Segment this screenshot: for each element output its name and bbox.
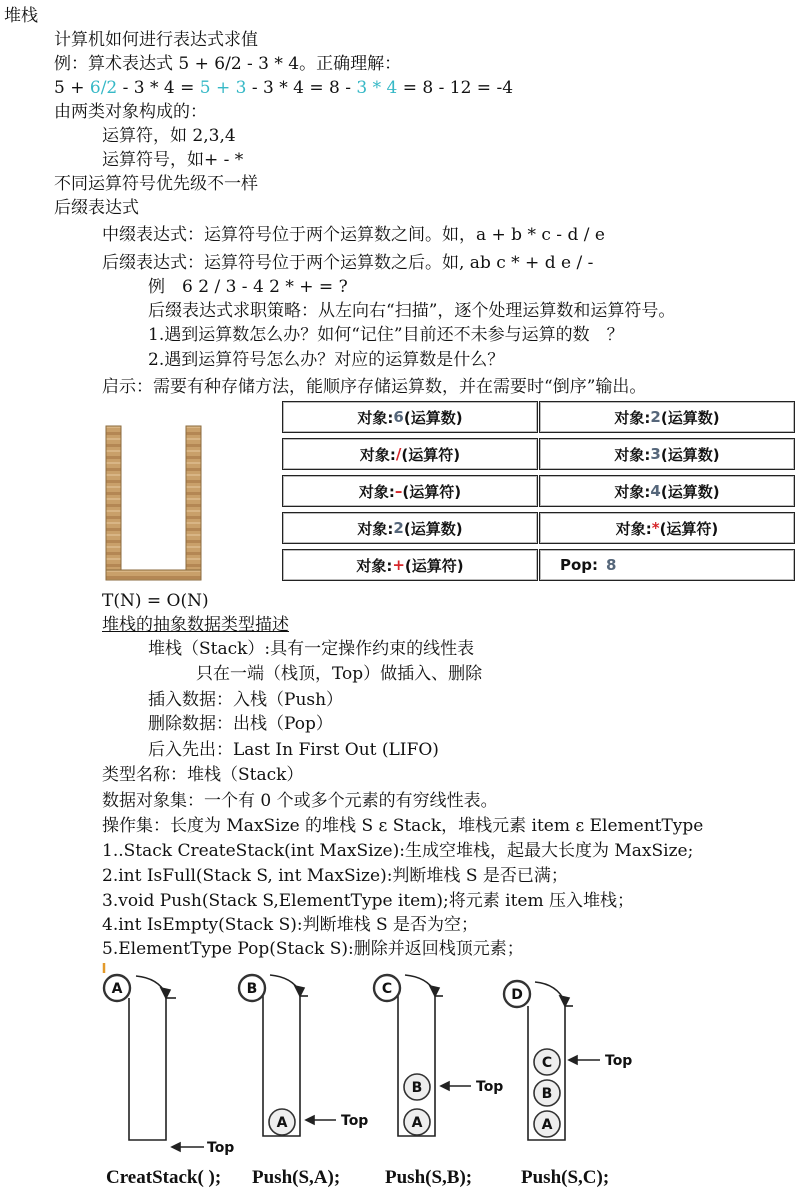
top-label: Top (207, 1140, 235, 1156)
adt-pop: 删除数据：出栈（Pop） (148, 714, 333, 734)
adt-heading: 堆栈的抽象数据类型描述 (102, 615, 289, 635)
object-value: 2 (650, 408, 661, 426)
adt-type-name: 类型名称：堆栈（Stack） (102, 765, 304, 785)
eval-highlight-2: 5 + 3 (199, 78, 247, 98)
line-operators: 运算符号，如+ - * (102, 150, 244, 170)
adt-push: 插入数据：入栈（Push） (148, 690, 344, 710)
line-priority: 不同运算符号优先级不一样 (54, 174, 258, 194)
object-kind: (运算数) (660, 408, 720, 427)
line-infix: 中缀表达式：运算符号位于两个运算数之间。如，a + b * c - d / e (102, 225, 605, 245)
label-c: C (381, 981, 393, 997)
object-prefix: 对象: (357, 519, 394, 538)
label-a: A (111, 981, 123, 997)
adt-op-4: 4.int IsEmpty(Stack S):判断堆栈 S 是否为空； (102, 915, 479, 935)
caption-push-c: Push(S,C); (521, 1167, 610, 1188)
line-strategy: 后缀表达式求职策略：从左向右“扫描”，逐个处理运算数和运算符号。 (148, 301, 676, 321)
eval-part: 5 + (54, 78, 90, 98)
object-value: – (394, 482, 403, 500)
caption-create-stack: CreatStack( ); (106, 1167, 222, 1188)
line-postfix-example: 例 6 2 / 3 - 4 2 * + = ? (148, 277, 348, 297)
object-prefix: 对象: (358, 482, 395, 501)
adt-op-2: 2.int IsFull(Stack S, int MaxSize):判断堆栈 S 是否已满； (102, 866, 568, 886)
object-value: 3 (650, 445, 661, 463)
adt-definition-detail: 只在一端（栈顶，Top）做插入、删除 (196, 664, 483, 684)
element-b: B (541, 1086, 553, 1102)
adt-op-set: 操作集：长度为 MaxSize 的堆栈 S ε Stack，堆栈元素 item ε ElementType (102, 816, 704, 836)
element-b: B (411, 1080, 423, 1096)
page-title: 堆栈 (4, 6, 38, 26)
adt-op-3: 3.void Push(Stack S,ElementType item);将元素 item 压入堆栈； (102, 891, 634, 911)
eval-part: - 3 * 4 = (117, 78, 200, 98)
complexity: T(N) = O(N) (102, 591, 209, 611)
object-prefix: 对象: (614, 482, 651, 501)
element-a: A (541, 1117, 553, 1133)
pop-value: 8 (606, 556, 617, 574)
line-example: 例：算术表达式 5 + 6/2 - 3 * 4。正确理解： (54, 54, 402, 74)
object-value: / (395, 445, 402, 463)
line-operands: 运算符，如 2,3,4 (102, 126, 236, 146)
eval-highlight-1: 6/2 (89, 78, 118, 98)
top-label: Top (605, 1053, 633, 1069)
object-kind: (运算符) (404, 556, 464, 575)
line-question-2: 2.遇到运算符号怎么办？对应的运算数是什么？ (148, 350, 505, 370)
line-intro: 计算机如何进行表达式求值 (54, 30, 258, 50)
object-kind: (运算数) (660, 482, 720, 501)
line-postfix-heading: 后缀表达式 (54, 198, 139, 218)
pop-label: Pop: (560, 556, 599, 574)
line-evaluation (54, 77, 513, 99)
object-prefix: 对象: (614, 445, 651, 464)
stack-operations-diagram (96, 960, 656, 1160)
object-kind: (运算符) (401, 445, 461, 464)
object-value: 2 (393, 519, 404, 537)
adt-definition: 堆栈（Stack）:具有一定操作约束的线性表 (148, 639, 475, 659)
top-label: Top (476, 1079, 504, 1095)
adt-op-5: 5.ElementType Pop(Stack S):删除并返回栈顶元素； (102, 939, 524, 959)
eval-highlight-3: 3 * 4 (356, 78, 398, 98)
line-question-1: 1.遇到运算数怎么办？如何“记住”目前还不未参与运算的数 ？ (148, 325, 624, 345)
wooden-stack-illustration (100, 420, 210, 586)
object-cell (282, 438, 538, 470)
line-two-types: 由两类对象构成的： (54, 102, 207, 122)
element-a: A (411, 1115, 423, 1131)
object-prefix: 对象: (357, 408, 394, 427)
element-a: A (276, 1115, 288, 1131)
object-kind: (运算数) (403, 408, 463, 427)
adt-lifo: 后入先出：Last In First Out (LIFO) (148, 740, 439, 760)
object-cell (539, 401, 795, 433)
adt-data-set: 数据对象集：一个有 0 个或多个元素的有穷线性表。 (102, 791, 498, 811)
eval-part: = 8 - 12 = -4 (397, 78, 514, 98)
object-value: + (392, 556, 405, 574)
object-value: 6 (393, 408, 404, 426)
object-kind: (运算符) (659, 519, 719, 538)
object-cell (539, 512, 795, 544)
line-postfix: 后缀表达式：运算符号位于两个运算数之后。如, ab c * + d e / - (102, 253, 594, 273)
caption-push-a: Push(S,A); (252, 1167, 341, 1188)
object-cell (282, 549, 538, 581)
object-cell (539, 438, 795, 470)
object-prefix: 对象: (356, 556, 393, 575)
object-kind: (运算数) (403, 519, 463, 538)
top-label: Top (341, 1113, 369, 1129)
eval-part: - 3 * 4 = 8 - (246, 78, 357, 98)
line-insight: 启示：需要有种存储方法，能顺序存储运算数，并在需要时“倒序”输出。 (102, 377, 647, 397)
object-kind: (运算数) (660, 445, 720, 464)
object-prefix: 对象: (615, 519, 652, 538)
object-cell (282, 401, 538, 433)
adt-op-1: 1..Stack CreateStack(int MaxSize):生成空堆栈，起最大长度为 MaxSize; (102, 841, 694, 861)
label-b: B (246, 981, 258, 997)
object-prefix: 对象: (614, 408, 651, 427)
element-c: C (541, 1055, 553, 1071)
object-value: 4 (650, 482, 661, 500)
object-cell (282, 512, 538, 544)
object-value: * (651, 519, 660, 537)
object-prefix: 对象: (359, 445, 396, 464)
object-cell (539, 475, 795, 507)
label-d: D (511, 987, 523, 1003)
pop-cell (539, 549, 795, 581)
object-cell (282, 475, 538, 507)
caption-push-b: Push(S,B); (385, 1167, 473, 1188)
object-kind: (运算符) (402, 482, 462, 501)
